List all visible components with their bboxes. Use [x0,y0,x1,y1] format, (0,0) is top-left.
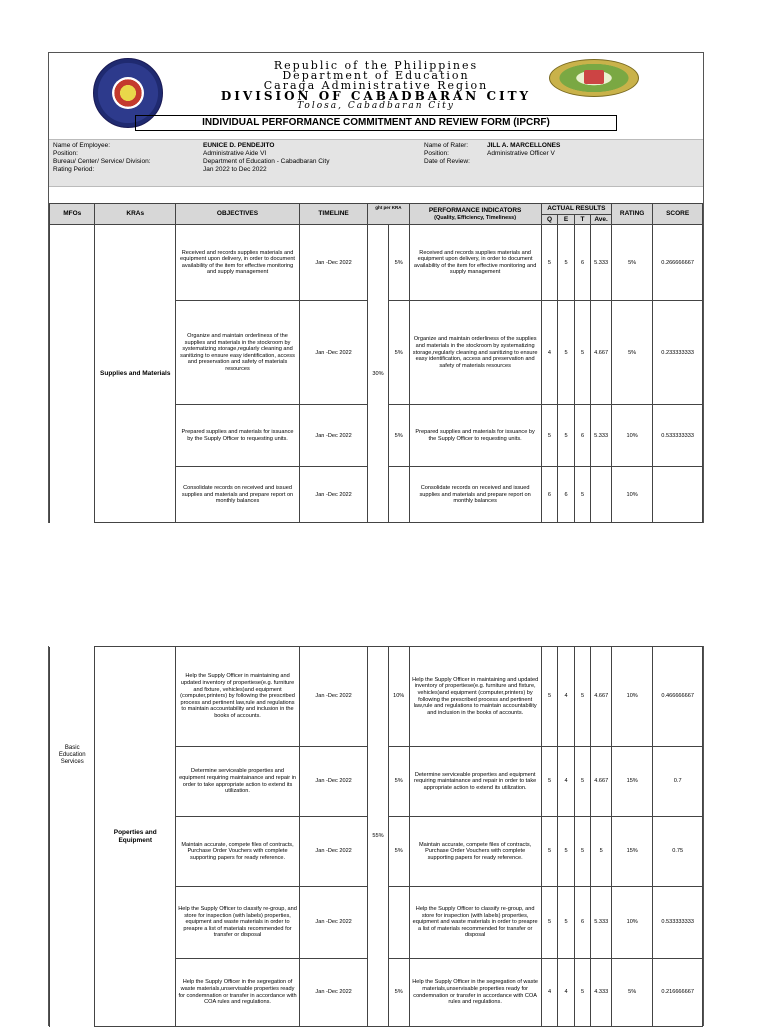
q-cell: 5 [541,647,558,747]
t-cell: 6 [574,405,591,467]
employee-name: EUNICE D. PENDEJITO [203,142,275,149]
header-republic: Republic of the Philippines [273,59,479,72]
timeline-cell: Jan -Dec 2022 [300,747,368,817]
col-rating: RATING [611,204,652,225]
e-cell: 4 [558,647,575,747]
rater-label: Name of Rater: [424,142,469,149]
objective-cell: Consolidate records on received and issued supplies and materials and prepare report on monthly balances [176,467,300,523]
rater-position-label: Position: [424,150,449,157]
rater-position: Administrative Officer V [487,150,555,157]
q-cell: 5 [541,225,558,301]
timeline-cell: Jan -Dec 2022 [300,647,368,747]
col-q: Q [541,214,558,225]
objective-cell: Received and records supplies materials and equipment upon delivery, in order to document availability of the item for effective monitoring and supply management [176,225,300,301]
t-cell: 5 [574,647,591,747]
ipcrf-table-page-2 [49,646,703,1027]
employee-position: Administrative Aide VI [203,150,267,157]
score-cell: 0.533333333 [653,887,703,959]
period-label: Rating Period: [53,166,95,173]
score-cell: 0.7 [653,747,703,817]
t-cell: 5 [574,747,591,817]
objective-cell: Help the Supply Officer to classify re-group, and store for inspection (with labels) properties, equipment and waste materials in order to preapre a list of materials recommended for transfer or disposal [176,887,300,959]
weight-cell: 5% [388,225,409,301]
t-cell: 6 [574,887,591,959]
weight-cell [388,467,409,523]
timeline-cell: Jan -Dec 2022 [300,301,368,405]
objective-cell: Determine serviceable properties and equipment requiring maintainance and repair in order to take appropriate action to extend its utilization. [176,747,300,817]
weight-cell: 5% [388,301,409,405]
indicator-cell: Help the Supply Officer in maintaining and updated inventory of propertiese(e.g. furniture and fixture, vehicles)and equipment (computer,printers) by following the prescribed process and pertinent law,rule and regulations to maintain accountability and inclusion in the books of accounts. [409,647,541,747]
weight-cell: 5% [388,405,409,467]
header-region: Caraga Administrative Region [263,79,489,92]
indicator-cell: Organize and maintain orderliness of the supplies and materials in the stockroom by systematizing storage,regularly cleaning and sanitizing to ensure easy identification, access and preservation and safety of materials resources [409,301,541,405]
document-page-2 [48,646,704,1026]
e-cell: 5 [558,817,575,887]
indicator-cell: Maintain accurate, compete files of contracts, Purchase Order Vouchers with complete supporting papers for ready reference. [409,817,541,887]
score-cell: 0.533333333 [653,405,703,467]
ave-cell: 4.667 [591,647,612,747]
ave-cell: 5.333 [591,225,612,301]
timeline-cell: Jan -Dec 2022 [300,467,368,523]
rating-cell: 10% [612,647,653,747]
rater-name: JILL A. MARCELLONES [487,142,561,149]
col-t: T [574,214,591,225]
rating-cell: 10% [611,405,652,467]
col-indicators-subtitle: (Quality, Efficiency, Timeliness) [434,215,517,222]
rating-period: Jan 2022 to Dec 2022 [203,166,267,173]
rating-cell: 10% [611,467,652,523]
ave-cell: 5.333 [591,405,612,467]
t-cell: 5 [574,817,591,887]
col-weight: ght per KRA [368,204,409,225]
col-actual-results: ACTUAL RESULTS [541,204,611,215]
timeline-cell: Jan -Dec 2022 [300,887,368,959]
review-date-label: Date of Review: [424,158,470,165]
t-cell: 5 [574,467,591,523]
col-indicators-title: PERFORMANCE INDICATORS [428,206,522,214]
rating-cell: 15% [612,747,653,817]
e-cell: 5 [558,887,575,959]
rating-cell: 5% [611,301,652,405]
indicator-cell: Help the Supply Officer in the segregation of waste materials,unservisable properties ready for condemnation or transfer in accordance with COA rules and regulations. [409,959,541,1027]
score-cell: 0.216666667 [653,959,703,1027]
kra-weight-cell: 30% [368,225,389,523]
q-cell: 4 [541,959,558,1027]
e-cell: 5 [558,405,575,467]
indicator-cell: Help the Supply Officer to classify re-group, and store for inspection (with labels) properties, equipment and waste materials in order to preapre a list of materials recommended for transfer or disposal [409,887,541,959]
position-label: Position: [53,150,78,157]
timeline-cell: Jan -Dec 2022 [300,817,368,887]
rating-cell: 5% [612,959,653,1027]
table-row [50,225,703,301]
indicator-cell: Consolidate records on received and issued supplies and materials and prepare report on monthly balances [409,467,541,523]
ave-cell: 4.667 [591,747,612,817]
score-cell: 0.75 [653,817,703,887]
form-title: INDIVIDUAL PERFORMANCE COMMITMENT AND REVIEW FORM (IPCRF) [135,115,617,131]
col-e: E [558,214,575,225]
q-cell: 5 [541,747,558,817]
ave-cell: 4.667 [591,301,612,405]
ave-cell: 4.333 [591,959,612,1027]
header-location: Tolosa, Cabadbaran City [297,101,455,111]
bureau-label: Bureau/ Center/ Service/ Division: [53,158,151,165]
indicator-cell: Received and records supplies materials and equipment upon delivery, in order to document availability of the item for effective monitoring and supply management [409,225,541,301]
rating-cell: 15% [612,817,653,887]
col-indicators [409,204,541,225]
score-cell: 0.233333333 [653,301,703,405]
col-ave: Ave. [591,214,612,225]
q-cell: 6 [541,467,558,523]
indicator-cell: Determine serviceable properties and equipment requiring maintainance and repair in order to take appropriate action to extend its utilization. [409,747,541,817]
employee-info-block [49,139,703,187]
score-cell [653,467,703,523]
weight-cell: 5% [388,959,409,1027]
kra-weight-cell: 55% [368,647,389,1027]
weight-cell: 5% [388,817,409,887]
e-cell: 5 [558,301,575,405]
e-cell: 4 [558,747,575,817]
col-score: SCORE [653,204,703,225]
q-cell: 4 [541,301,558,405]
q-cell: 5 [541,887,558,959]
weight-cell [388,887,409,959]
rating-cell: 10% [612,887,653,959]
objective-cell: Prepared supplies and materials for issuance by the Supply Officer to requesting units. [176,405,300,467]
col-kras: KRAs [95,204,176,225]
q-cell: 5 [541,405,558,467]
table-row [50,647,703,747]
t-cell: 5 [574,301,591,405]
name-label: Name of Employee: [53,142,111,149]
employee-bureau: Department of Education - Cabadbaran City [203,158,330,165]
objective-cell: Organize and maintain orderliness of the supplies and materials in the stockroom by systematizing storage,regularly cleaning and sanitizing to ensure easy identification, access and preservation and safety of materials resources [176,301,300,405]
e-cell: 5 [558,225,575,301]
q-cell: 5 [541,817,558,887]
ave-cell [591,467,612,523]
score-cell: 0.266666667 [653,225,703,301]
mfo-basic-education: Basic Education Services [50,647,95,1027]
weight-cell: 10% [388,647,409,747]
timeline-cell: Jan -Dec 2022 [300,959,368,1027]
kra-supplies: Supplies and Materials [95,225,176,523]
ave-cell: 5 [591,817,612,887]
header-division: DIVISION OF CABADBARAN CITY [220,89,532,103]
ave-cell: 5.333 [591,887,612,959]
objective-cell: Help the Supply Officer in maintaining and updated inventory of propertiese(e.g. furniture and fixture, vehicles)and equipment (computer,printers) by following the prescribed process and pertinent law,rule and regulations to maintain accountability and inclusion in the books of accounts. [176,647,300,747]
e-cell: 6 [558,467,575,523]
indicator-cell: Prepared supplies and materials for issuance by the Supply Officer to requesting units. [409,405,541,467]
col-objectives: OBJECTIVES [176,204,300,225]
timeline-cell: Jan -Dec 2022 [300,225,368,301]
col-timeline: TIMELINE [300,204,368,225]
objective-cell: Help the Supply Officer in the segregation of waste materials,unservisable properties ready for condemnation or transfer in accordance with COA rules and regulations. [176,959,300,1027]
kra-properties: Poperties and Equipment [95,647,176,1027]
objective-cell: Maintain accurate, compete files of contracts, Purchase Order Vouchers with complete supporting papers for ready reference. [176,817,300,887]
t-cell: 6 [574,225,591,301]
timeline-cell: Jan -Dec 2022 [300,405,368,467]
document-page-1 [48,52,704,523]
header-department: Department of Education [282,69,470,82]
t-cell: 5 [574,959,591,1027]
score-cell: 0.466666667 [653,647,703,747]
weight-cell: 5% [388,747,409,817]
ipcrf-table-page-1 [49,203,703,523]
mfo-cell [50,225,95,523]
col-mfos: MFOs [50,204,95,225]
rating-cell: 5% [611,225,652,301]
e-cell: 4 [558,959,575,1027]
